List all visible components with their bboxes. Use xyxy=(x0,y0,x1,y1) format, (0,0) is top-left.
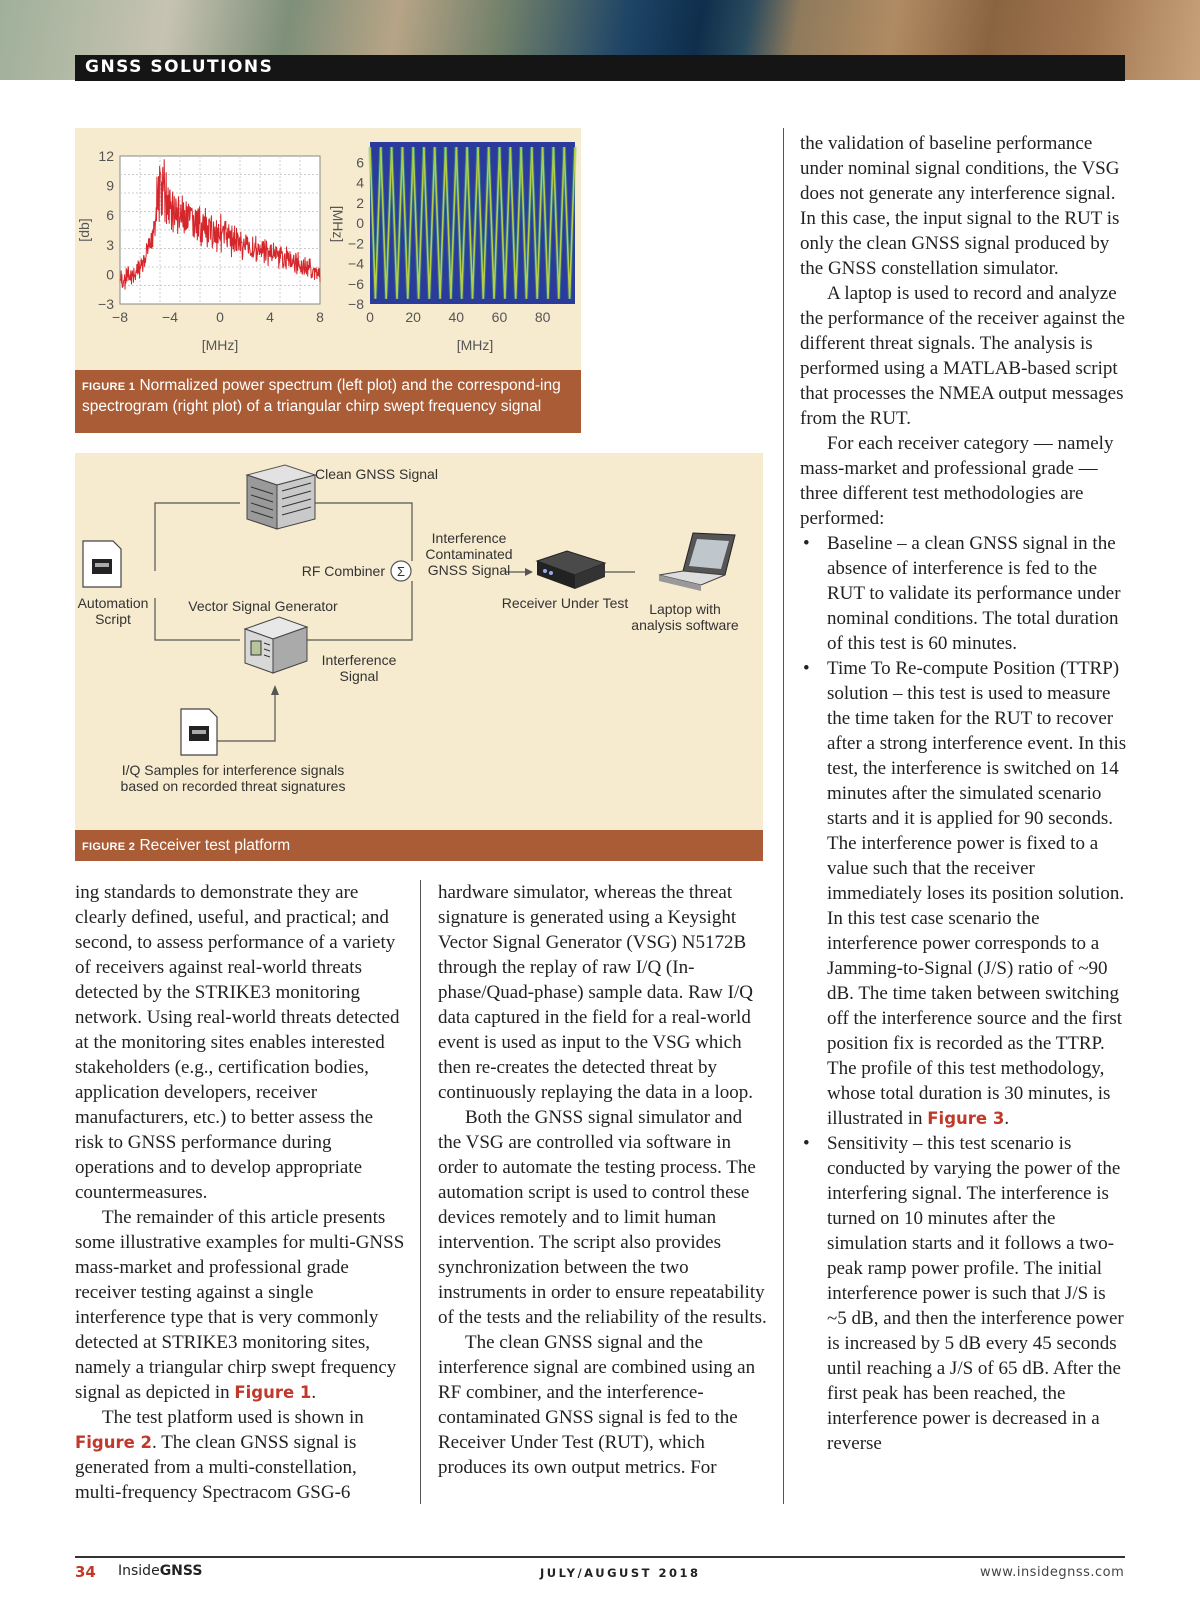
body-column-2 xyxy=(438,880,768,1480)
bullet-sensitivity xyxy=(800,1131,1130,1456)
col1-paragraph-3 xyxy=(75,1405,405,1505)
footer-rule xyxy=(75,1556,1125,1558)
magazine-name-b: GNSS xyxy=(159,1563,203,1579)
col1-paragraph-1: ing standards to demonstrate they are clearly defined, useful, and practical; and second, to assess performance of a variety of receivers against real-world threats detected by the STRIKE3 monitoring network. Using real-world threats detected at the monitoring sites enables interested stakeholders (e.g., certification bodies, application developers, receiver manufacturers, etc.) to better assess the risk to GNSS performance during operations and to develop appropriate countermeasures. xyxy=(75,882,400,1203)
receiver-label: Receiver Under Test xyxy=(501,595,629,611)
spectrogram-ytick: 4 xyxy=(356,174,364,191)
figure-1-plots xyxy=(75,128,581,370)
gnss-simulator-icon xyxy=(247,465,315,529)
receiver-under-test-icon xyxy=(537,551,605,589)
spectrogram-plot xyxy=(330,142,575,353)
figure-2 xyxy=(75,453,763,861)
contaminated-label-1: Interference xyxy=(431,530,507,546)
figure-2-caption xyxy=(75,830,763,861)
figure-3-link[interactable]: Figure 3 xyxy=(927,1109,1005,1128)
figure-1-number: FIGURE 1 xyxy=(82,381,136,393)
issue-date: JULY/AUGUST 2018 xyxy=(540,1566,701,1580)
diagram-connectors xyxy=(155,503,635,741)
col2-paragraph-1: hardware simulator, whereas the threat signature is generated using a Keysight Vector Signal Generator (VSG) N5172B through the replay of raw I/Q (In-phase/Quad-phase) sample data. Raw I/Q data captured in the field for a real-world event is used as input to the VSG which then re-creates the detected threat by continuously replaying the data in a loop. xyxy=(438,882,754,1103)
col3-paragraph-2: A laptop is used to record and analyze the performance of the receiver against the different threat signals. The analysis is performed using a MATLAB-based script that processes the NMEA output messages from the RUT. xyxy=(800,283,1125,429)
laptop-label-2: analysis software xyxy=(631,617,739,633)
iq-label-2: based on recorded threat signatures xyxy=(120,778,346,794)
power-spectrum-ytick: −3 xyxy=(98,296,114,312)
bullet-baseline-text: Baseline – a clean GNSS signal in the absence of interference is fed to the RUT to validate its performance under nominal conditions. The total duration of this test is 60 minutes. xyxy=(827,533,1121,654)
col1-paragraph-3-a: The test platform used is shown in xyxy=(102,1407,364,1428)
figure-2-number: FIGURE 2 xyxy=(82,841,136,853)
power-spectrum-xlabel: [MHz] xyxy=(201,337,239,353)
col1-paragraph-3-b: . The clean GNSS signal is generated from a multi-constellation, multi-frequency Spectracom GSG-6 xyxy=(75,1432,357,1503)
spectrogram-ytick: −4 xyxy=(348,255,364,272)
power-spectrum-ylabel: [db] xyxy=(76,218,92,242)
power-spectrum-ytick: 6 xyxy=(106,207,114,224)
iq-label-1: I/Q Samples for interference signals xyxy=(121,762,345,778)
bullet-baseline xyxy=(800,531,1130,656)
magazine-name xyxy=(118,1563,202,1579)
spectrogram-ylabel: [MHz] xyxy=(330,205,346,243)
iq-samples-icon xyxy=(181,709,217,755)
spectrogram-ytick: −6 xyxy=(348,275,364,292)
page-number: 34 xyxy=(75,1563,96,1581)
spectrogram-xlabel: [MHz] xyxy=(456,337,494,353)
power-spectrum-xtick: 0 xyxy=(216,309,224,325)
power-spectrum-ytick: 12 xyxy=(98,148,114,164)
vsg-label: Vector Signal Generator xyxy=(188,598,338,614)
power-spectrum-xtick: 4 xyxy=(266,309,274,325)
col3-paragraph-3: For each receiver category — namely mass-market and professional grade — three different test methodologies are performed: xyxy=(800,433,1114,529)
vector-signal-generator-icon xyxy=(245,617,307,673)
body-column-1 xyxy=(75,880,405,1505)
connector-script-to-simulator xyxy=(155,503,240,571)
spectrogram-xtick: 80 xyxy=(534,309,551,325)
col3-paragraph-1: the validation of baseline performance under nominal signal conditions, the VSG does not generate any interference signal. In this case, the input signal to the RUT is only the clean GNSS signal produced by the GNSS constellation simulator. xyxy=(800,133,1120,279)
bullet-sensitivity-text: Sensitivity – this test scenario is conducted by varying the power of the interfering signal. The interference is turned on 10 minutes after the simulation starts and it follows a two-peak ramp power profile. The initial interference power is such that J/S is ~5 dB, and then the interference power is increased by 5 dB every 45 seconds until reaching a J/S of 65 dB. After the first peak has been reached, the interference power is decreased in a reverse xyxy=(827,1133,1124,1454)
automation-label-1: Automation xyxy=(77,595,149,611)
power-spectrum-ytick: 3 xyxy=(106,236,114,253)
spectrogram-xtick: 20 xyxy=(405,309,421,325)
website-url[interactable]: www.insidegnss.com xyxy=(980,1565,1125,1580)
spectrogram-ytick: −8 xyxy=(348,296,364,312)
spectrogram-xtick: 60 xyxy=(491,309,508,325)
figure-1-caption-text: Normalized power spectrum (left plot) and the correspond-ing spectrogram (right plot) of a triangular chirp swept frequency signal xyxy=(82,377,561,415)
power-spectrum-ytick: 0 xyxy=(106,266,114,283)
section-title: GNSS SOLUTIONS xyxy=(85,57,274,77)
bullet-ttrp-end: . xyxy=(1004,1108,1010,1129)
arrow-head-iq xyxy=(271,685,279,695)
spectrogram-ytick: 6 xyxy=(356,154,364,171)
bullet-ttrp-text: Time To Re-compute Position (TTRP) solution – this test is used to measure the time taken for the RUT to recover after a strong interference event. In this test, the interference is switched on 14 minutes after the simulated scenario starts and it is applied for 90 seconds. The interference power is fixed to a value such that the receiver immediately loses its position solution. In this test case scenario the interference power corresponds to a Jamming-to-Signal (J/S) ratio of ~90 dB. The time taken between switching off the interference source and the first position fix is recorded as the TTRP. The profile of this test methodology, whose total duration is 30 minutes, is illustrated in xyxy=(827,658,1127,1129)
spectrogram-ytick: 0 xyxy=(356,215,364,231)
bullet-ttrp xyxy=(800,656,1130,1131)
interference-signal-label-2: Signal xyxy=(339,668,379,684)
spectrogram-xtick: 40 xyxy=(448,309,465,325)
col1-paragraph-2-end: . xyxy=(311,1382,317,1403)
column-divider-2 xyxy=(783,128,784,1504)
column-divider-1 xyxy=(420,880,421,1504)
clean-signal-label: Clean GNSS Signal xyxy=(315,466,438,482)
bullet-dot: • xyxy=(803,1133,810,1154)
rf-combiner-label: RF Combiner xyxy=(301,563,385,579)
bullet-dot: • xyxy=(803,533,810,554)
col1-paragraph-2 xyxy=(75,1205,405,1405)
interference-signal-label-1: Interference xyxy=(321,652,397,668)
magazine-name-a: Inside xyxy=(118,1563,160,1579)
spectrogram-ytick: 2 xyxy=(356,194,364,211)
col1-paragraph-2-text: The remainder of this article presents some illustrative examples for multi-GNSS mass-market and professional grade receiver testing against a single interference type that is very commonly detected at STRIKE3 monitoring sites, namely a triangular chirp swept frequency signal as depicted in xyxy=(75,1207,405,1403)
figure-1 xyxy=(75,128,581,433)
figure-1-link[interactable]: Figure 1 xyxy=(234,1383,312,1402)
body-column-3 xyxy=(800,131,1130,1456)
power-spectrum-plot xyxy=(76,148,324,353)
spectrogram-xtick: 0 xyxy=(366,309,374,325)
figure-1-caption xyxy=(75,370,581,433)
power-spectrum-xtick: −4 xyxy=(162,309,178,325)
bullet-dot: • xyxy=(803,658,810,679)
spectrogram-ytick: −2 xyxy=(348,235,364,252)
figure-2-link[interactable]: Figure 2 xyxy=(75,1433,153,1452)
col2-paragraph-3: The clean GNSS signal and the interference signal are combined using an RF combiner, and the interference-contaminated GNSS signal is fed to the Receiver Under Test (RUT), which produces its own output metrics. For xyxy=(438,1332,756,1478)
contaminated-label-3: GNSS Signal xyxy=(427,562,511,578)
col2-paragraph-2: Both the GNSS signal simulator and the VSG are controlled via software in order to automate the testing process. The automation script is used to control these devices remotely and to limit human intervention. The script also provides synchronization between the two instruments in order to ensure repeatability of the tests and the reliability of the results. xyxy=(438,1107,767,1328)
figure-2-caption-text: Receiver test platform xyxy=(139,837,291,854)
power-spectrum-xtick: 8 xyxy=(316,309,324,325)
sigma-symbol: Σ xyxy=(396,564,406,579)
laptop-icon xyxy=(659,533,735,591)
receiver-test-diagram xyxy=(75,453,763,830)
laptop-label-1: Laptop with xyxy=(649,601,721,617)
automation-label-2: Script xyxy=(95,611,131,627)
section-bar xyxy=(75,55,1125,81)
contaminated-label-2: Contaminated xyxy=(425,546,513,562)
power-spectrum-xtick: −8 xyxy=(112,309,128,325)
automation-script-icon xyxy=(83,541,121,587)
power-spectrum-ytick: 9 xyxy=(106,177,114,194)
